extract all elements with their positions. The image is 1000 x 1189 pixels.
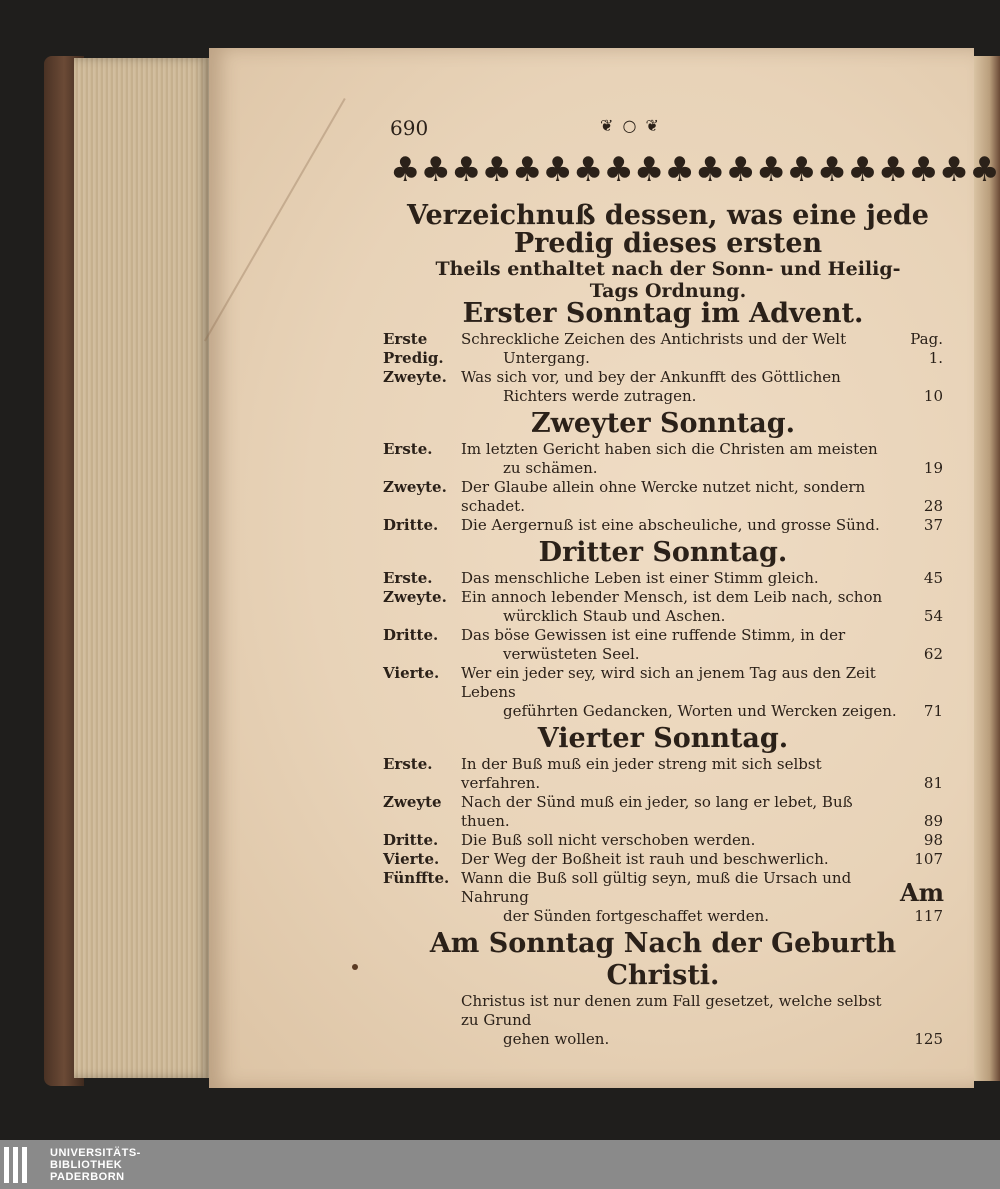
sermon-label: Dritte.	[383, 831, 439, 849]
library-footer	[0, 1140, 1000, 1189]
toc-entry	[383, 755, 943, 793]
toc-entry	[383, 440, 943, 478]
ornament-band	[390, 142, 1000, 198]
page-reference: 107	[914, 850, 943, 868]
sermon-description	[461, 869, 903, 926]
page-reference: 62	[923, 645, 943, 663]
description-line-1: Der Glaube allein ohne Wercke nutzet nicht, sondern schadet.	[461, 478, 866, 515]
page-reference: 54	[923, 607, 943, 625]
description-line-2: Richters werde zutragen.	[503, 387, 697, 405]
sermon-description	[461, 569, 903, 588]
fleuron-icon: ♣	[969, 150, 1000, 190]
fleuron-icon: ♣	[877, 150, 909, 190]
sermon-label	[383, 992, 461, 1049]
sermon-description	[461, 755, 903, 793]
sermon-label: Dritte.	[383, 626, 439, 644]
fleuron-icon: ♣	[511, 150, 543, 190]
description-line-1: In der Buß muß ein jeder streng mit sich selbst verfahren.	[461, 755, 822, 792]
sermon-description	[461, 368, 903, 406]
sermon-description	[461, 478, 903, 516]
section-heading: Zweyter Sonntag.	[530, 408, 796, 439]
sermon-label: Vierte.	[383, 850, 440, 868]
section-heading: Am Sonntag Nach der Geburth Christi.	[429, 928, 897, 991]
description-line-1: Wer ein jeder sey, wird sich an jenem Tag aus den Zeit Lebens	[461, 664, 876, 701]
page-reference: Pag. 1.	[910, 330, 943, 367]
description-line-1: Schreckliche Zeichen des Antichrists und der Welt	[461, 330, 847, 348]
fleuron-icon: ♣	[694, 150, 726, 190]
fleuron-icon: ♣	[481, 150, 512, 190]
description-line-1: Christus ist nur denen zum Fall gesetzet, welche selbst zu Grund	[461, 992, 882, 1029]
sermon-label: Erste.	[383, 569, 433, 587]
title-line-1: Verzeichnuß dessen, was eine jede Predig dieses ersten	[407, 200, 929, 259]
page-reference: 71	[923, 702, 943, 720]
library-name-line-1: UNIVERSITÄTS-	[50, 1146, 141, 1159]
fleuron-icon: ♣	[847, 150, 878, 190]
toc-entry	[383, 793, 943, 831]
page-reference: 28	[923, 497, 943, 515]
section-heading: Erster Sonntag im Advent.	[462, 298, 864, 329]
toc-entry	[383, 850, 943, 869]
sermon-description	[461, 664, 903, 721]
sermon-description	[461, 626, 903, 664]
description-line-1: Was sich vor, und bey der Ankunfft des Göttlichen	[461, 368, 841, 386]
description-line-2: Untergang.	[503, 349, 590, 367]
description-line-2: verwüsteten Seel.	[503, 645, 640, 663]
toc-entry	[383, 516, 943, 535]
ink-spot	[352, 964, 358, 970]
fleuron-icon: ♣	[786, 150, 817, 190]
description-line-2: der Sünden fortgeschaffet werden.	[503, 907, 770, 925]
fleuron-icon: ♣	[420, 150, 451, 190]
description-line-2: gehen wollen.	[503, 1030, 610, 1048]
right-page-edge	[974, 56, 1000, 1081]
sermon-label: Erste.	[383, 440, 433, 458]
sermon-label: Fünffte.	[383, 869, 450, 887]
sermon-description	[461, 330, 903, 368]
library-name-line-2: BIBLIOTHEK	[50, 1158, 123, 1171]
toc-entry	[383, 478, 943, 516]
page-number: 690	[390, 116, 429, 140]
sermon-label: Zweyte.	[383, 368, 447, 386]
sermon-label: Dritte.	[383, 516, 439, 534]
title-line-2: Theils enthaltet nach der Sonn- und Heilig-	[435, 258, 901, 280]
sermon-label: Erste.	[383, 755, 433, 773]
library-name-line-3: PADERBORN	[50, 1170, 125, 1183]
toc-entry	[383, 330, 943, 368]
sermon-label: Erste Predig.	[383, 330, 444, 367]
page-reference: 81	[923, 774, 943, 792]
fleuron-icon: ♣	[816, 150, 848, 190]
sermon-description	[461, 831, 903, 850]
description-line-2: geführten Gedancken, Worten und Wercken zeigen.	[503, 702, 897, 720]
toc-entry	[383, 869, 943, 926]
page-reference: 37	[923, 516, 943, 534]
page-reference: 117	[914, 907, 943, 925]
page-title	[398, 202, 938, 302]
sermon-label: Zweyte	[383, 793, 442, 811]
sermon-label: Zweyte.	[383, 478, 447, 496]
sermon-description	[461, 793, 903, 831]
fleuron-icon: ♣	[450, 150, 482, 190]
page-reference: 89	[923, 812, 943, 830]
sermon-label: Vierte.	[383, 664, 440, 682]
fleuron-icon: ♣	[908, 150, 939, 190]
library-name	[50, 1147, 141, 1183]
fleuron-icon: ♣	[725, 150, 756, 190]
description-line-1: Nach der Sünd muß ein jeder, so lang er lebet, Buß thuen.	[461, 793, 853, 830]
library-logo-icon	[4, 1145, 44, 1185]
description-line-2: zu schämen.	[503, 459, 598, 477]
description-line-1: Die Buß soll nicht verschoben werden.	[461, 831, 756, 849]
table-of-contents	[383, 296, 943, 1049]
page-reference: 45	[923, 569, 943, 587]
sermon-description	[461, 440, 903, 478]
fleuron-icon: ♣	[755, 150, 787, 190]
description-line-1: Der Weg der Boßheit ist rauh und beschwerlich.	[461, 850, 829, 868]
fleuron-icon: ♣	[572, 150, 604, 190]
description-line-1: Die Aergernuß ist eine abscheuliche, und grosse Sünd.	[461, 516, 880, 534]
section-heading: Dritter Sonntag.	[538, 537, 788, 568]
fleuron-icon: ♣	[603, 150, 634, 190]
description-line-1: Wann die Buß soll gültig seyn, muß die Ursach und Nahrung	[461, 869, 852, 906]
title-line-3: Tags Ordnung.	[589, 280, 747, 302]
fleuron-icon: ♣	[938, 150, 970, 190]
header-ornament: ❦ ○ ❦	[600, 116, 661, 135]
description-line-2: würcklich Staub und Aschen.	[503, 607, 726, 625]
toc-entry	[383, 831, 943, 850]
sermon-description	[461, 850, 903, 869]
page-reference: 125	[914, 1030, 943, 1048]
toc-entry	[383, 664, 943, 721]
fleuron-icon: ♣	[390, 150, 421, 190]
sermon-label: Zweyte.	[383, 588, 447, 606]
catchword: Am	[900, 878, 945, 907]
description-line-1: Das böse Gewissen ist eine ruffende Stimm, in der	[461, 626, 846, 644]
section-heading: Vierter Sonntag.	[537, 723, 789, 754]
sermon-description	[461, 992, 903, 1049]
toc-entry	[383, 588, 943, 626]
sermon-description	[461, 516, 903, 535]
description-line-1: Das menschliche Leben ist einer Stimm gleich.	[461, 569, 819, 587]
toc-entry	[383, 626, 943, 664]
page-reference: 98	[923, 831, 943, 849]
fleuron-icon: ♣	[542, 150, 573, 190]
toc-entry	[383, 368, 943, 406]
sermon-description	[461, 588, 903, 626]
page-edges	[74, 58, 209, 1078]
fleuron-icon: ♣	[664, 150, 695, 190]
toc-entry	[383, 992, 943, 1049]
page-reference: 10	[923, 387, 943, 405]
toc-entry	[383, 569, 943, 588]
page-reference: 19	[923, 459, 943, 477]
description-line-1: Im letzten Gericht haben sich die Christen am meisten	[461, 440, 878, 458]
fleuron-icon: ♣	[633, 150, 665, 190]
description-line-1: Ein annoch lebender Mensch, ist dem Leib nach, schon	[461, 588, 883, 606]
